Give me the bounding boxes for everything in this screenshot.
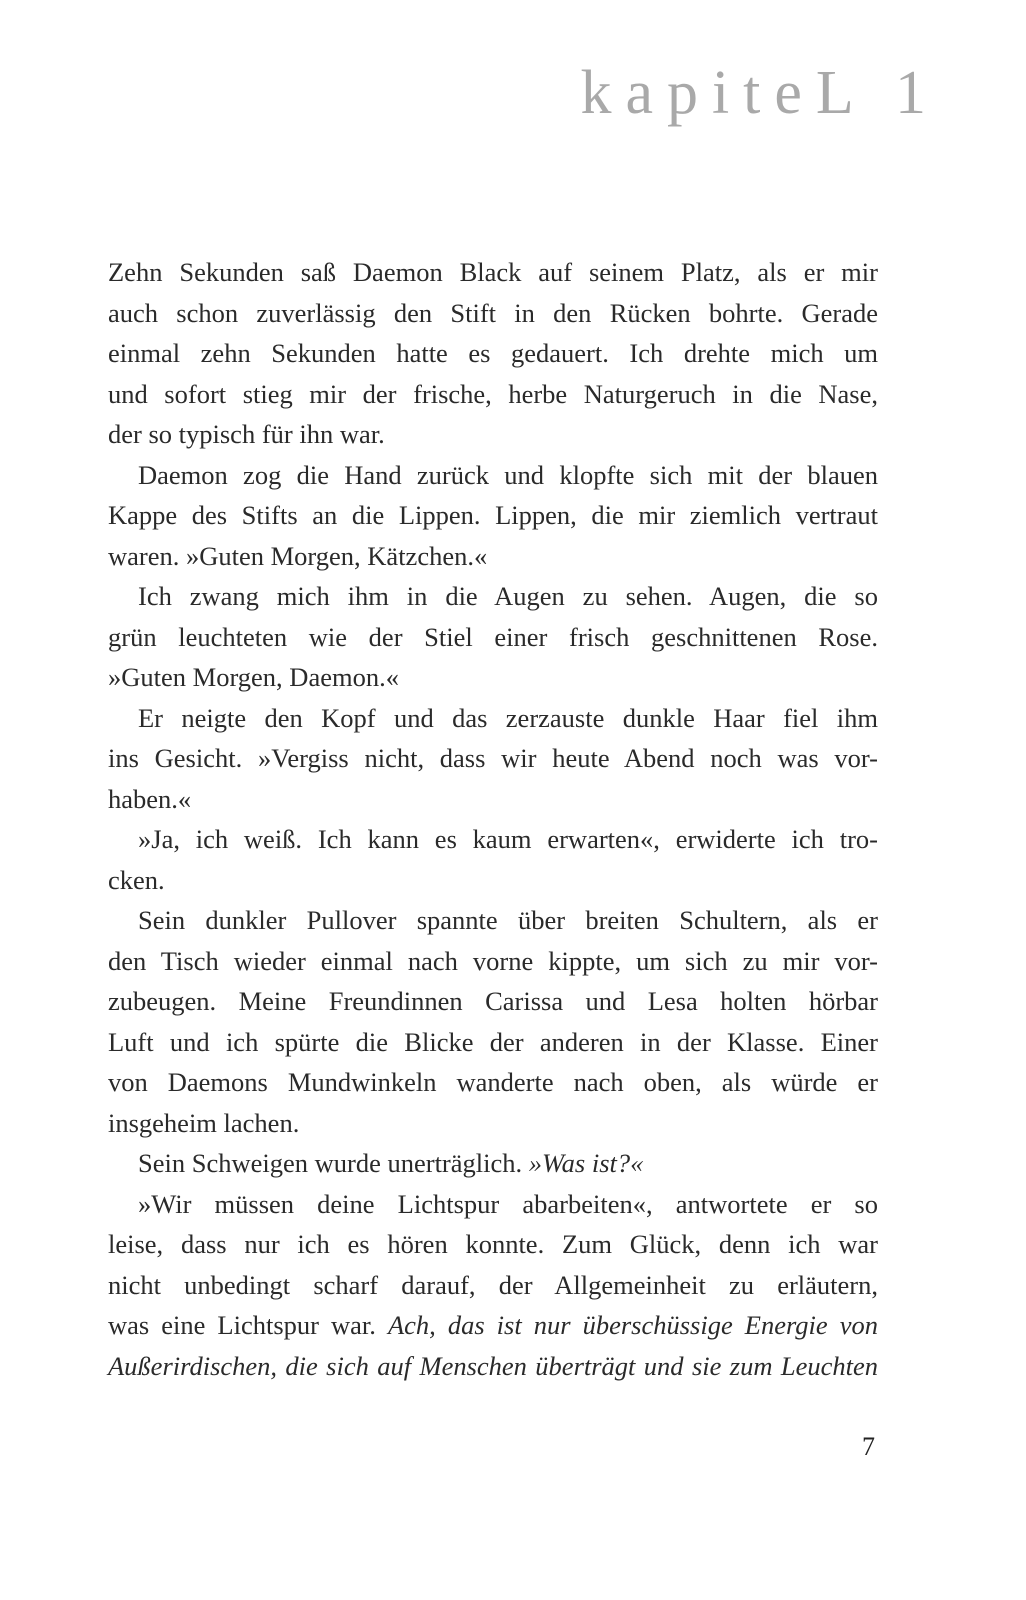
line-text: auch schon zuverlässig den Stift in den Rücken bohrte. Gerade bbox=[108, 297, 878, 328]
line-text: einmal zehn Sekunden hatte es gedauert. Ich drehte mich um bbox=[108, 338, 878, 368]
text-line bbox=[108, 657, 878, 698]
line-text: »Guten Morgen, Daemon.« bbox=[108, 662, 399, 692]
italic-text: »Was ist?« bbox=[528, 1148, 644, 1178]
text-line bbox=[108, 1143, 878, 1184]
line-text: »Ja, ich weiß. Ich kann es kaum erwarten«, erwiderte ich tro- bbox=[138, 824, 878, 854]
text-line bbox=[108, 495, 878, 536]
text-line bbox=[108, 941, 878, 982]
italic-text: Außerirdischen, die sich auf Menschen überträgt und sie zum Leuchten bbox=[108, 1350, 878, 1381]
line-text: Sein Schweigen wurde unerträglich. bbox=[138, 1148, 529, 1178]
text-line bbox=[108, 1305, 878, 1346]
text-line bbox=[108, 738, 878, 779]
text-line bbox=[108, 293, 878, 334]
text-line bbox=[108, 1184, 878, 1225]
text-line bbox=[108, 779, 878, 820]
line-text: insgeheim lachen. bbox=[108, 1107, 300, 1138]
text-line bbox=[108, 1346, 878, 1387]
text-line bbox=[108, 252, 878, 293]
chapter-title: kapiteL 1 bbox=[580, 59, 940, 127]
line-text: ins Gesicht. »Vergiss nicht, dass wir heute Abend noch was vor- bbox=[108, 743, 878, 773]
text-line bbox=[108, 981, 878, 1022]
text-line bbox=[108, 1224, 878, 1265]
body-text bbox=[108, 252, 878, 1386]
line-text: Er neigte den Kopf und das zerzauste dunkle Haar fiel ihm bbox=[138, 702, 878, 733]
text-line bbox=[108, 698, 878, 739]
italic-text: Ach, das ist nur überschüssige Energie von bbox=[387, 1310, 878, 1340]
line-text: Zehn Sekunden saß Daemon Black auf seinem Platz, als er mir bbox=[108, 257, 878, 287]
text-line bbox=[108, 860, 878, 901]
text-line bbox=[108, 819, 878, 860]
text-line bbox=[108, 1265, 878, 1306]
line-text: von Daemons Mundwinkeln wanderte nach oben, als würde er bbox=[108, 1067, 878, 1097]
line-text: Ich zwang mich ihm in die Augen zu sehen. Augen, die so bbox=[138, 581, 878, 611]
line-text: und sofort stieg mir der frische, herbe Naturgeruch in die Nase, bbox=[108, 378, 878, 409]
line-text: »Wir müssen deine Lichtspur abarbeiten«, antwortete er so bbox=[138, 1188, 878, 1219]
text-line bbox=[108, 536, 878, 577]
text-line bbox=[108, 1022, 878, 1063]
line-text: zubeugen. Meine Freundinnen Carissa und Lesa holten hörbar bbox=[108, 986, 878, 1016]
text-line bbox=[108, 374, 878, 415]
line-text: leise, dass nur ich es hören konnte. Zum Glück, denn ich war bbox=[108, 1229, 878, 1259]
text-line bbox=[108, 576, 878, 617]
line-text: Kappe des Stifts an die Lippen. Lippen, die mir ziemlich vertraut bbox=[108, 500, 878, 530]
line-text: der so typisch für ihn war. bbox=[108, 419, 385, 449]
line-text: haben.« bbox=[108, 783, 192, 814]
line-text: Sein dunkler Pullover spannte über breiten Schultern, als er bbox=[138, 905, 878, 935]
line-text: Luft und ich spürte die Blicke der anderen in der Klasse. Einer bbox=[108, 1026, 878, 1057]
line-text: nicht unbedingt scharf darauf, der Allgemeinheit zu erläutern, bbox=[108, 1269, 878, 1300]
page-number: 7 bbox=[862, 1432, 875, 1461]
line-text: grün leuchteten wie der Stiel einer frisch geschnittenen Rose. bbox=[108, 621, 878, 652]
text-line bbox=[108, 900, 878, 941]
line-text: den Tisch wieder einmal nach vorne kippte, um sich zu mir vor- bbox=[108, 945, 878, 976]
text-line bbox=[108, 455, 878, 496]
text-line bbox=[108, 1062, 878, 1103]
line-text: was eine Lichtspur war. bbox=[108, 1310, 388, 1340]
line-text: cken. bbox=[108, 864, 165, 895]
line-text: Daemon zog die Hand zurück und klopfte sich mit der blauen bbox=[138, 459, 878, 490]
text-line bbox=[108, 1103, 878, 1144]
line-text: waren. »Guten Morgen, Kätzchen.« bbox=[108, 540, 488, 571]
text-line bbox=[108, 617, 878, 658]
text-line bbox=[108, 414, 878, 455]
text-line bbox=[108, 333, 878, 374]
